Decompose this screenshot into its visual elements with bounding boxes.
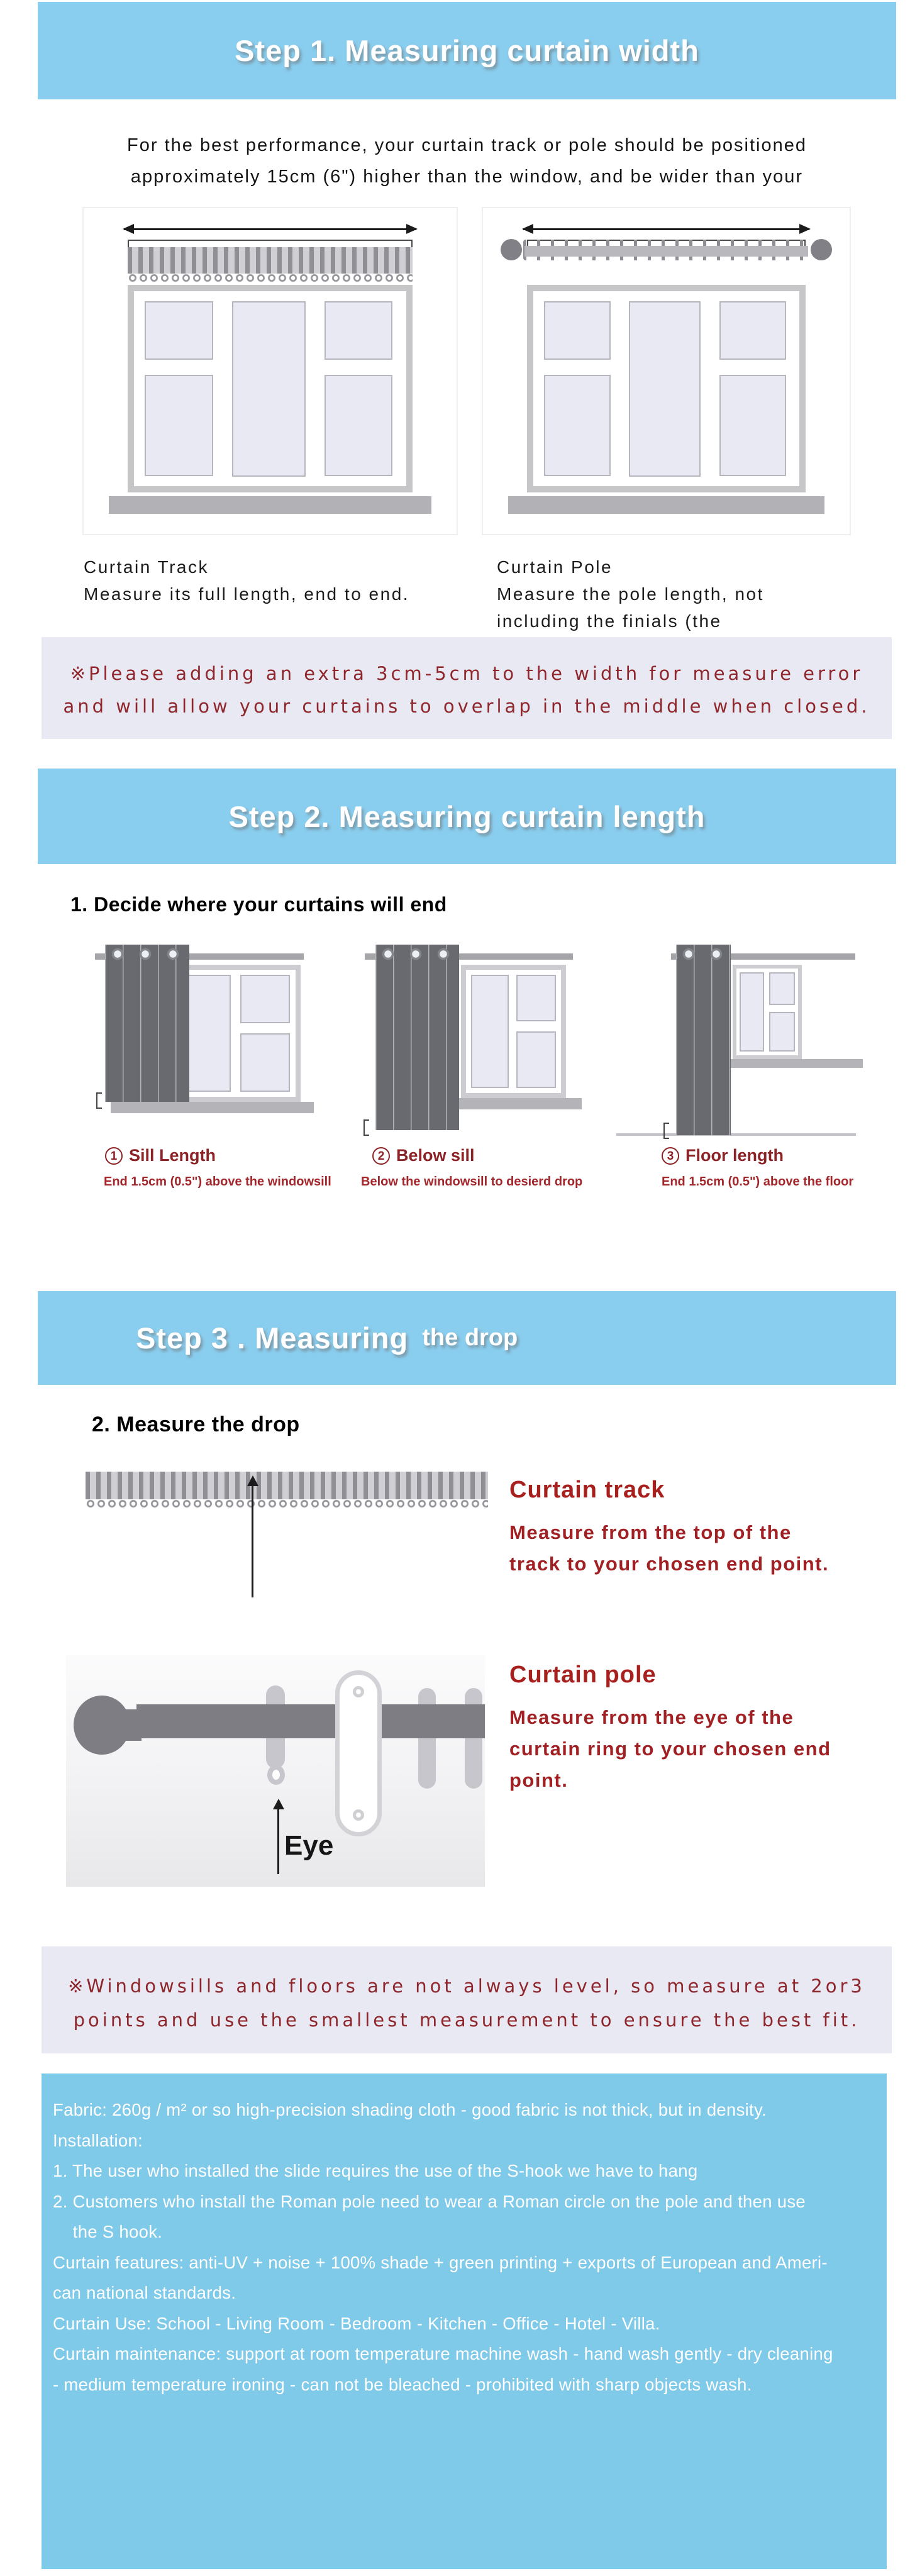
window-sill — [453, 1098, 582, 1109]
measure-bracket — [96, 1092, 102, 1109]
pole-finial-left — [501, 239, 522, 260]
curtain-ring — [418, 1688, 436, 1789]
footer-line: the S hook. — [53, 2222, 163, 2241]
note-line: and will allow your curtains to overlap in the middle when closed. — [63, 696, 870, 717]
drop-heading: 2. Measure the drop — [92, 1413, 300, 1436]
drop-track-title: Curtain track — [509, 1477, 665, 1503]
window-pane — [719, 301, 786, 360]
grommets-graphic — [108, 947, 187, 961]
curtain-graphic — [105, 945, 189, 1102]
measure-bracket — [363, 1119, 369, 1136]
wall-bracket-plate — [335, 1670, 382, 1836]
step1-banner — [38, 2, 896, 99]
track-rings-graphic — [128, 274, 413, 283]
window-sill — [111, 1102, 314, 1113]
window-graphic — [461, 965, 566, 1098]
drop-pole-desc — [509, 1702, 831, 1796]
pole-neck — [125, 1709, 141, 1741]
width-bracket — [128, 240, 413, 247]
grommets-graphic — [378, 947, 457, 961]
window-pane — [240, 1033, 290, 1092]
option-label — [105, 1146, 216, 1165]
width-arrow — [523, 228, 809, 230]
level-note — [42, 1946, 892, 2053]
window-pane — [516, 1031, 556, 1088]
step1-banner-label: Step 1. Measuring curtain width — [235, 34, 699, 67]
footer-line: can national standards. — [53, 2283, 236, 2302]
eye-arrow — [277, 1809, 279, 1874]
drop-pole-desc-line: curtain ring to your chosen end — [509, 1738, 831, 1760]
window-pane — [145, 375, 213, 476]
curtain-pole-diagram-box — [482, 207, 851, 535]
curtain-graphic — [676, 945, 731, 1135]
width-note — [42, 637, 892, 739]
option-desc: Below the windowsill to desierd drop — [361, 1175, 583, 1189]
window-pane — [740, 972, 764, 1052]
footer-line: Curtain maintenance: support at room temperature machine wash - hand wash gently - dry cleaning — [53, 2344, 833, 2363]
option-number: 3 — [662, 1147, 679, 1165]
pole-finial-right — [811, 239, 832, 260]
window-pane — [471, 975, 509, 1088]
footer-line: Curtain features: anti-UV + noise + 100% shade + green printing + exports of European and Ameri- — [53, 2252, 828, 2272]
pole-bar — [136, 1704, 485, 1738]
intro-line-2: approximately 15cm (6") higher than the window, and be wider than your — [130, 167, 804, 187]
footer-line: 1. The user who installed the slide requires the use of the S-hook we have to hang — [53, 2161, 698, 2180]
drop-track-desc-line: track to your chosen end point. — [509, 1553, 830, 1575]
window-graphic — [733, 965, 802, 1059]
caption-title: Curtain Track — [84, 557, 209, 577]
curtain-track-caption — [84, 553, 486, 608]
length-heading: 1. Decide where your curtains will end — [70, 893, 447, 916]
window-pane — [325, 375, 392, 476]
option-number: 1 — [105, 1147, 123, 1165]
measure-bracket — [663, 1123, 669, 1139]
window-pane — [325, 301, 392, 360]
curtain-track-diagram-box — [82, 207, 458, 535]
ring-eye — [267, 1765, 285, 1785]
option-label — [662, 1146, 784, 1165]
curtain-ring — [465, 1688, 482, 1789]
window-graphic — [172, 965, 301, 1102]
length-option-panel-sill — [95, 941, 331, 1212]
option-label-text: Below sill — [396, 1146, 475, 1165]
width-arrow — [124, 228, 416, 230]
curtain-pole-graphic — [524, 246, 808, 257]
footer-line: Curtain Use: School - Living Room - Bedroom - Kitchen - Office - Hotel - Villa. — [53, 2313, 660, 2333]
floor-line — [616, 1133, 856, 1136]
note-line: ※Windowsills and floors are not always level, so measure at 2or3 — [68, 1975, 865, 1997]
screw-hole — [353, 1809, 364, 1821]
option-label-text: Sill Length — [129, 1146, 216, 1165]
step3-banner-label: Step 3 . Measuring — [136, 1321, 409, 1355]
drop-track-desc-line: Measure from the top of the — [509, 1521, 792, 1543]
eye-label: Eye — [284, 1830, 334, 1861]
window-sill — [726, 1059, 863, 1068]
grommets-graphic — [679, 947, 728, 961]
caption-desc: including the finials (the — [497, 611, 722, 631]
curtain-pole-caption — [497, 553, 899, 635]
window-pane — [232, 301, 306, 477]
intro-paragraph — [38, 130, 896, 192]
window-pane — [516, 975, 556, 1021]
drop-track-arrow — [252, 1485, 253, 1597]
curtain-graphic — [375, 945, 459, 1130]
pole-finial — [74, 1696, 130, 1755]
window-pane — [183, 975, 230, 1092]
window-graphic — [527, 285, 806, 492]
intro-line-1: For the best performance, your curtain track or pole should be positioned — [127, 135, 807, 155]
window-pane — [240, 975, 290, 1023]
window-pane — [544, 375, 611, 476]
window-pane — [145, 301, 213, 360]
step3-banner — [38, 1291, 896, 1385]
footer-line: 2. Customers who install the Roman pole need to wear a Roman circle on the pole and then use — [53, 2191, 806, 2211]
step2-banner — [38, 769, 896, 864]
window-pane — [544, 301, 611, 360]
window-pane — [769, 1012, 795, 1052]
window-pane — [629, 301, 701, 477]
option-desc: End 1.5cm (0.5") above the floor — [662, 1175, 854, 1189]
option-number: 2 — [372, 1147, 390, 1165]
footer-line: - medium temperature ironing - can not be bleached - prohibited with sharp objects wash. — [53, 2374, 752, 2394]
step3-banner-sublabel: the drop — [422, 1324, 518, 1351]
screw-hole — [353, 1686, 364, 1697]
window-pane — [769, 972, 795, 1005]
note-line: points and use the smallest measurement to ensure the best fit. — [73, 2009, 860, 2031]
drop-track-desc — [509, 1517, 829, 1580]
window-sill — [109, 496, 431, 514]
window-graphic — [128, 285, 413, 492]
length-option-panel-below-sill — [361, 941, 583, 1212]
drop-pole-panel — [66, 1655, 485, 1887]
drop-track-rings — [86, 1499, 488, 1509]
window-sill — [508, 496, 824, 514]
drop-track-graphic — [86, 1472, 488, 1499]
footer-line: Installation: — [53, 2130, 143, 2150]
product-info-footer — [42, 2074, 887, 2569]
drop-pole-desc-line: Measure from the eye of the — [509, 1706, 794, 1728]
drop-pole-desc-line: point. — [509, 1769, 569, 1791]
drop-pole-title: Curtain pole — [509, 1662, 657, 1688]
caption-desc: Measure the pole length, not — [497, 584, 764, 604]
note-line: ※Please adding an extra 3cm-5cm to the width for measure error — [70, 663, 863, 684]
footer-line: Fabric: 260g / m² or so high-precision shading cloth - good fabric is not thick, but in density. — [53, 2100, 767, 2119]
caption-desc: Measure its full length, end to end. — [84, 584, 410, 604]
window-pane — [719, 375, 786, 476]
caption-title: Curtain Pole — [497, 557, 613, 577]
curtain-track-graphic — [128, 247, 413, 274]
option-label — [372, 1146, 475, 1165]
length-option-panel-floor — [662, 941, 855, 1212]
option-label-text: Floor length — [685, 1146, 784, 1165]
option-desc: End 1.5cm (0.5") above the windowsill — [104, 1175, 331, 1189]
step2-banner-label: Step 2. Measuring curtain length — [228, 799, 706, 833]
